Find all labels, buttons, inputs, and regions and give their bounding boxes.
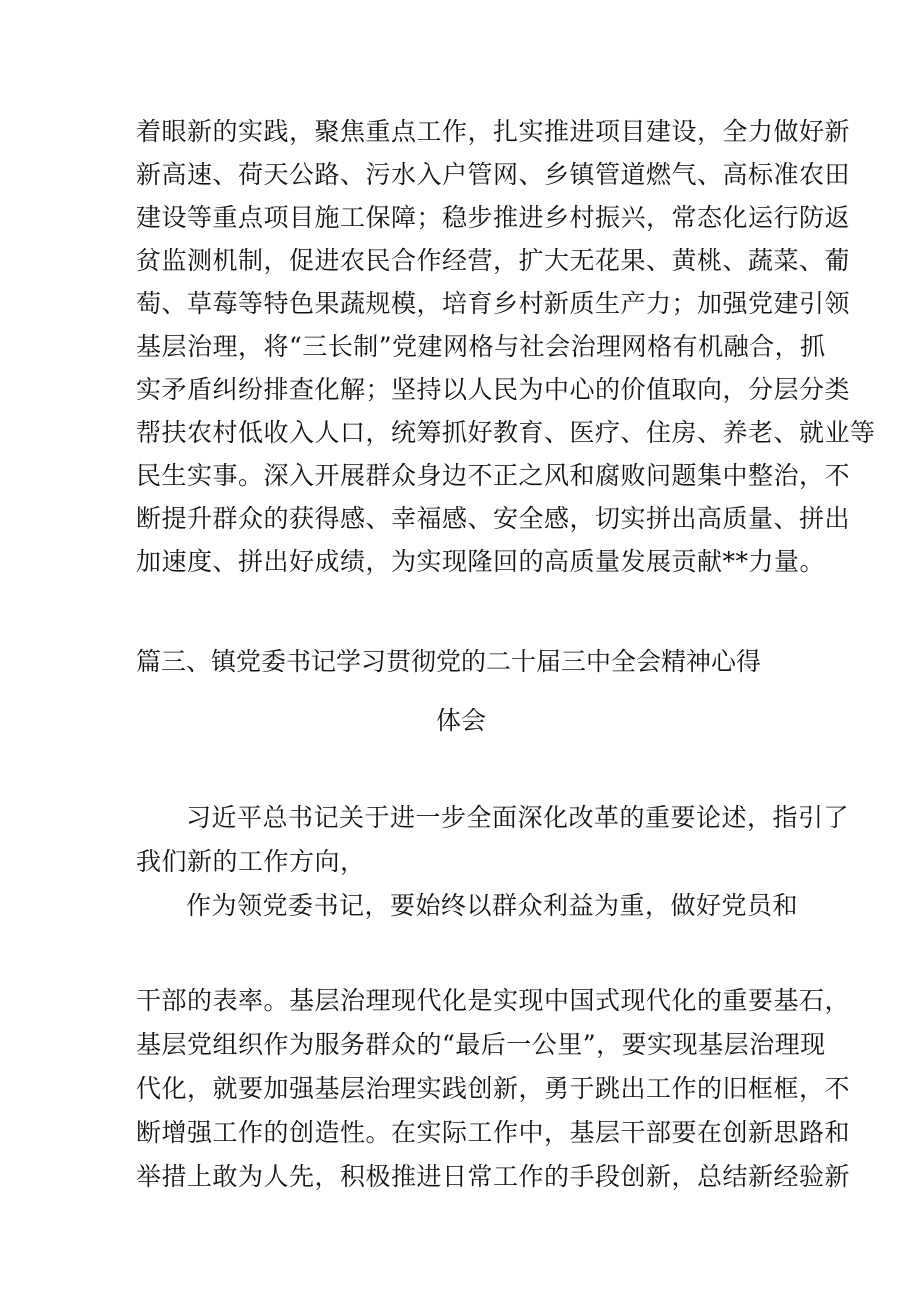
text-line: 举措上敢为人先，积极推进日常工作的手段创新，总结新经验新 bbox=[136, 1162, 851, 1191]
text-line: 断增强工作的创造性。在实际工作中，基层干部要在创新思路和 bbox=[136, 1118, 851, 1147]
text-line: 习近平总书记关于进一步全面深化改革的重要论述，指引了 bbox=[186, 803, 850, 832]
text-line: 实矛盾纠纷排查化解；坚持以人民为中心的价值取向，分层分类 bbox=[136, 375, 851, 404]
heading-line-1: 篇三、镇党委书记学习贯彻党的二十届三中全会精神心得 bbox=[136, 647, 762, 676]
text-line: 建设等重点项目施工保障；稳步推进乡村振兴，常态化运行防返 bbox=[136, 203, 851, 232]
text-line: 基层治理，将“三长制”党建网格与社会治理网格有机融合，抓 bbox=[136, 332, 826, 361]
text-line: 断提升群众的获得感、幸福感、安全感，切实拼出高质量、拼出 bbox=[136, 504, 851, 533]
text-line: 着眼新的实践，聚焦重点工作，扎实推进项目建设，全力做好新 bbox=[136, 117, 851, 146]
text-line: 基层党组织作为服务群众的“最后一公里”，要实现基层治理现 bbox=[136, 1030, 826, 1059]
text-line: 加速度、拼出好成绩，为实现隆回的高质量发展贡献**力量。 bbox=[136, 547, 826, 576]
text-line: 代化，就要加强基层治理实践创新，勇于跳出工作的旧框框，不 bbox=[136, 1074, 851, 1103]
text-line: 萄、草莓等特色果蔬规模，培育乡村新质生产力；加强党建引领 bbox=[136, 289, 851, 318]
text-line: 干部的表率。基层治理现代化是实现中国式现代化的重要基石， bbox=[136, 986, 851, 1015]
text-line: 民生实事。深入开展群众身边不正之风和腐败问题集中整治，不 bbox=[136, 461, 851, 490]
heading-line-2: 体会 bbox=[435, 706, 486, 735]
text-line: 作为领党委书记，要始终以群众利益为重，做好党员和 bbox=[186, 891, 799, 920]
text-line: 新高速、荷天公路、污水入户管网、乡镇管道燃气、高标准农田 bbox=[136, 160, 851, 189]
text-line: 贫监测机制，促进农民合作经营，扩大无花果、黄桃、蔬菜、葡 bbox=[136, 246, 851, 275]
text-line: 我们新的工作方向， bbox=[136, 847, 366, 876]
text-line: 帮扶农村低收入人口，统筹抓好教育、医疗、住房、养老、就业等 bbox=[136, 418, 876, 447]
